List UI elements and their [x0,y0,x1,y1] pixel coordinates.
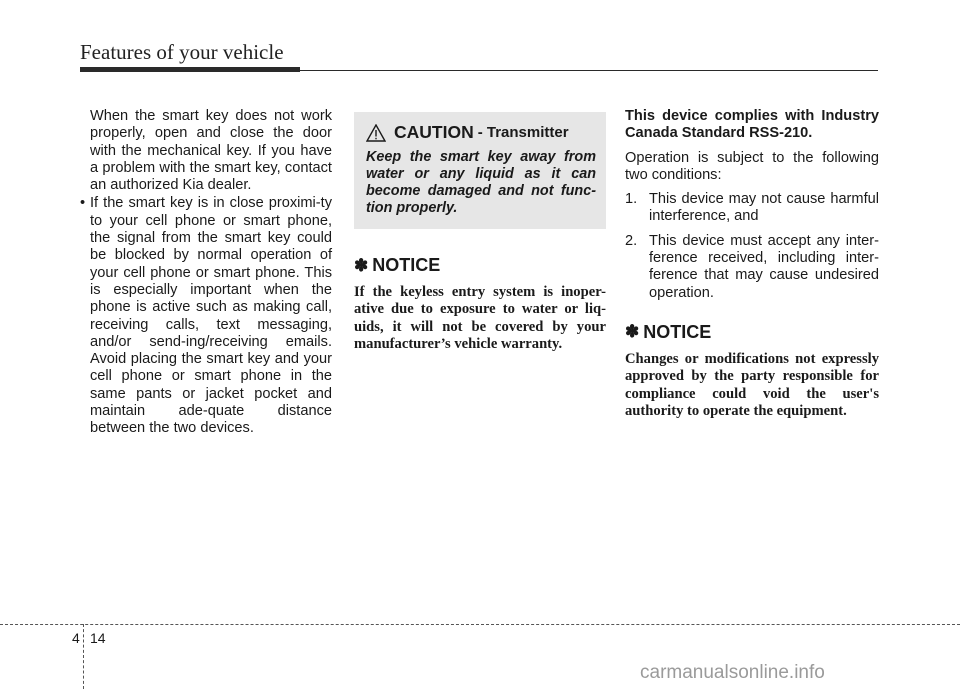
column-right [625,108,879,420]
header-rule-thick [80,67,300,72]
condition-item [625,191,879,226]
condition-text: This device must accept any inter-ference received, including inter-ference that may cause undesired operation. [649,232,879,301]
bullet-item [80,195,332,437]
notice-title: NOTICE [372,255,441,275]
notice-title: NOTICE [643,321,712,342]
condition-number: 1. [625,191,638,208]
column-middle [354,108,606,353]
page-number: 14 [90,630,106,646]
notice-star-icon: ✽ [625,322,640,342]
footer-divider [83,624,84,689]
caution-header [366,122,596,143]
caution-box [354,112,606,229]
condition-text: This device may not cause harmful interference, and [649,191,879,225]
conditions-intro: Operation is subject to the following two conditions: [625,149,879,183]
smart-key-paragraph: When the smart key does not work properly, open and close the door with the mechanical key. If you have a problem with the smart key, contact an authorized Kia dealer. [90,108,332,194]
notice-heading [625,322,879,343]
notice-star-icon: ✽ [354,255,369,275]
footer-rule [0,624,960,625]
watermark: carmanualsonline.info [640,662,825,683]
chapter-number: 4 [72,630,80,646]
condition-number: 2. [625,232,638,249]
compliance-statement: This device complies with Industry Canada Standard RSS-210. [625,108,879,142]
column-left [80,108,332,438]
notice-body: Changes or modifications not expressly approved by the party responsible for compliance could void the user's authority to operate the equipment. [625,350,879,419]
warning-triangle-icon [366,124,386,142]
bullet-text: If the smart key is in close proximi-ty to your cell phone or smart phone, the signal from the smart key could be blocked by normal operation of your cell phone or smart phone. This is especially important when the phone is active such as making call, receiving calls, text messaging, and/or send-ing/receiving emails. Avoid placing the smart key and your cell phone or smart phone in the same pants or jacket pocket and maintain ade-quate distance between the two devices. [90,195,332,437]
notice-body: If the keyless entry system is inoper-ative due to exposure to water or liq-uids, it will not be covered by your manufacturer’s vehicle warranty. [354,284,606,352]
caution-subtitle: - Transmitter [477,124,569,141]
header-rule-thin [300,70,878,71]
caution-title: CAUTION [394,122,474,142]
bullet-mark: • [80,195,86,212]
notice-heading [354,255,606,276]
page-title: Features of your vehicle [80,40,284,64]
caution-body: Keep the smart key away from water or any liquid as it can become damaged and not func-tion properly. [366,149,596,216]
condition-item [625,233,879,302]
